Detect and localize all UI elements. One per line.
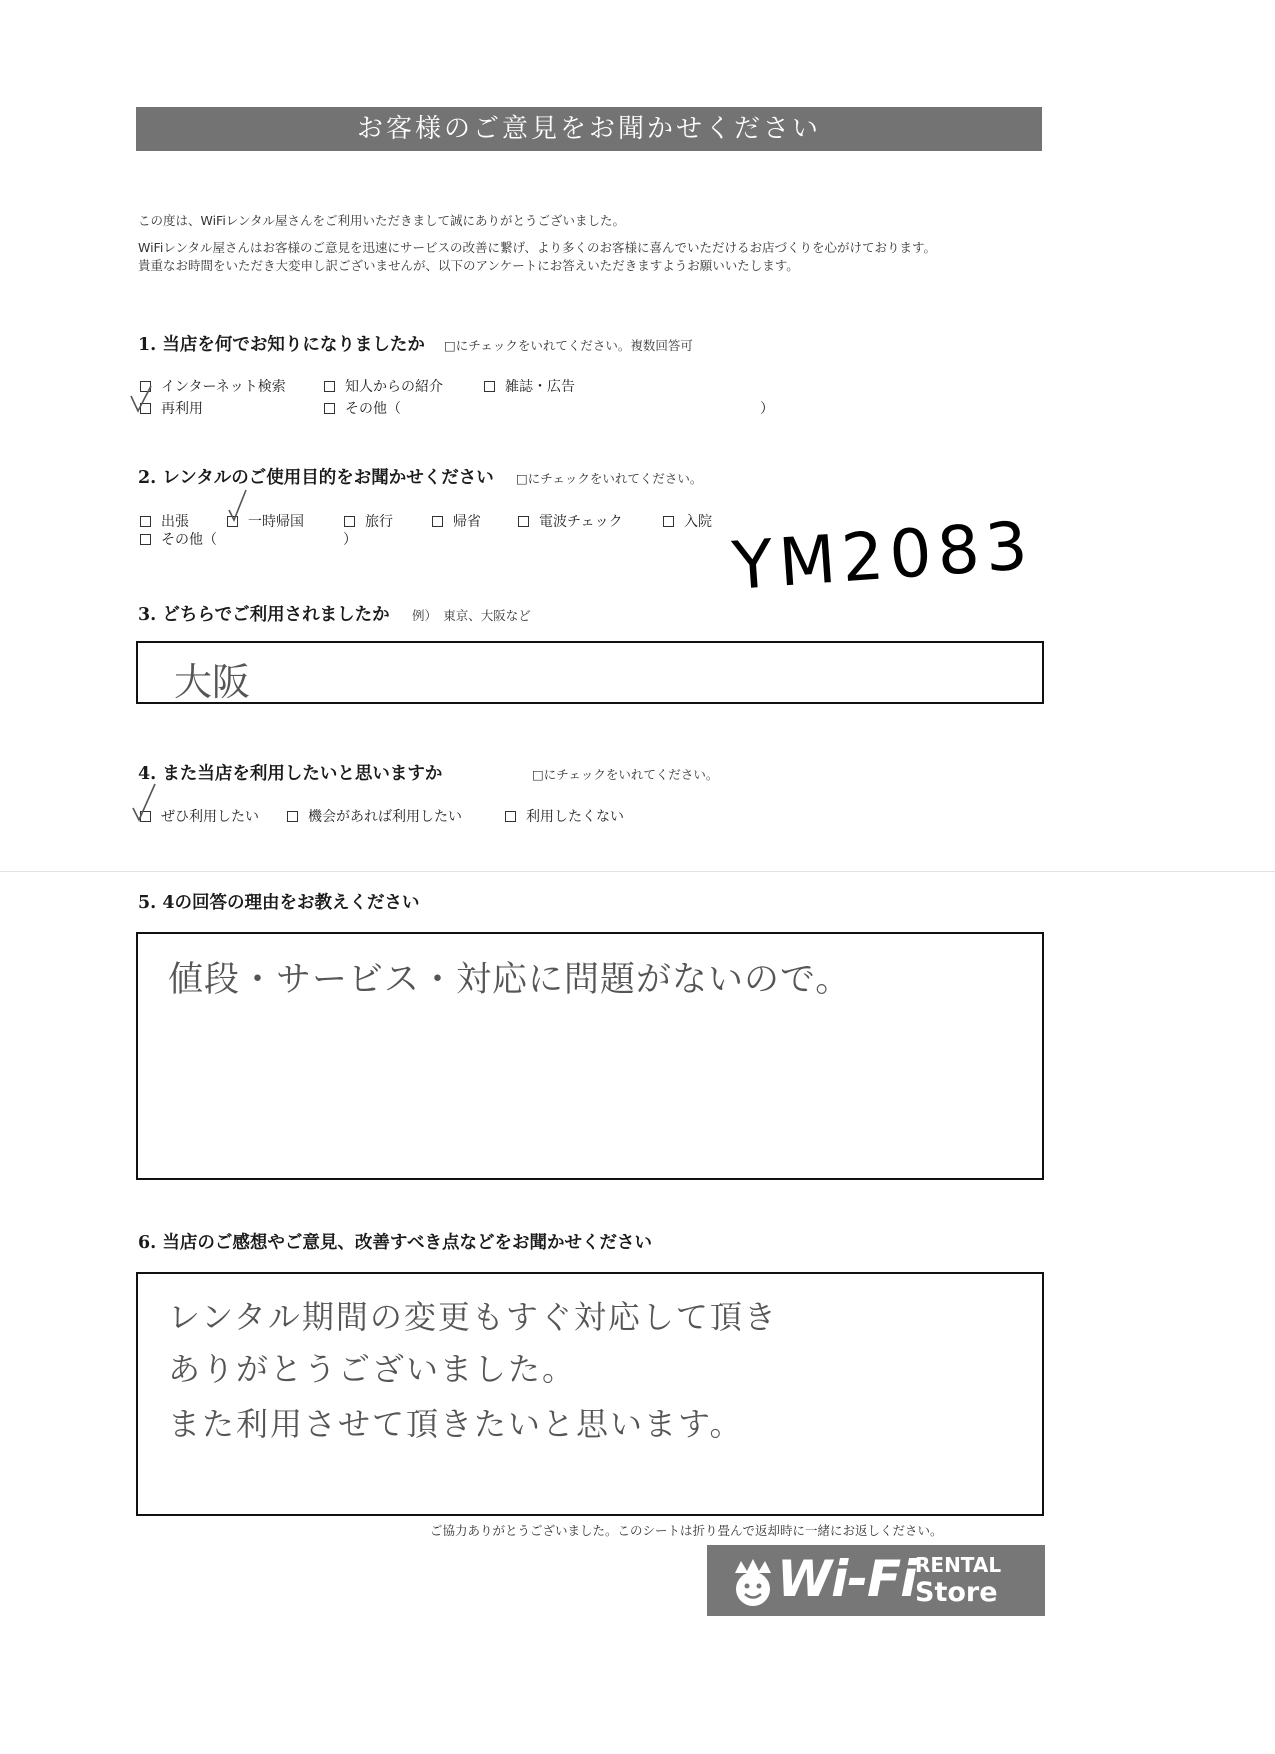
checkbox-icon[interactable] [324,403,335,414]
q1-option-referral[interactable]: 知人からの紹介 [324,376,443,396]
q2-other-close-paren: ） [343,532,357,548]
check-mark-icon [128,384,154,414]
question-3-title: 3. どちらでご利用されましたか [138,605,390,625]
q2-option-signal-check[interactable]: 電波チェック [518,511,623,531]
question-1-note: □にチェックをいれてください。複数回答可 [444,338,693,353]
page-title: お客様のご意見をお聞かせください [136,107,1042,151]
intro-line-1: この度は、WiFiレンタル屋さんをご利用いただきまして誠にありがとうございました。 [138,213,626,228]
question-5-title: 5. 4の回答の理由をお教えください [138,893,420,913]
q2-option-hospital[interactable]: 入院 [663,511,712,531]
q4-option-if-chance[interactable]: 機会があれば利用したい [287,806,462,826]
question-3-note: 例） 東京、大阪など [412,608,531,623]
q2-option-home-return[interactable]: 一時帰国 [227,511,304,531]
question-3-answer-box[interactable] [136,641,1044,704]
checkbox-icon[interactable] [663,516,674,527]
q4-option-no[interactable]: 利用したくない [505,806,624,826]
q1-option-internet[interactable]: インターネット検索 [140,376,286,396]
question-2-note: □にチェックをいれてください。 [516,471,703,486]
question-6-answer-box[interactable] [136,1272,1044,1516]
handwritten-code: YM2083 [730,506,1036,605]
checkbox-icon[interactable] [324,381,335,392]
q2-option-business[interactable]: 出張 [140,511,189,531]
intro-line-2: WiFiレンタル屋さんはお客様のご意見を迅速にサービスの改善に繋げ、より多くのお客様に喜んでいただけるお店づくりを心がけております。 [138,240,937,255]
footer-note: ご協力ありがとうございました。このシートは折り畳んで返却時に一緒にお返しください。 [430,1523,943,1538]
logo-wifi-text: Wi-Fi [777,1550,917,1608]
q2-option-travel[interactable]: 旅行 [344,511,393,531]
checkbox-icon[interactable] [140,516,151,527]
question-3-answer: 大阪 [174,660,251,704]
question-4-note: □にチェックをいれてください。 [532,767,719,782]
mascot-icon [727,1559,779,1609]
checkbox-icon[interactable] [518,516,529,527]
question-2-title: 2. レンタルのご使用目的をお聞かせください [138,468,494,488]
question-5-answer-box[interactable] [136,932,1044,1180]
check-mark-icon [130,782,158,822]
q2-option-hometown[interactable]: 帰省 [432,511,481,531]
question-4-title: 4. また当店を利用したいと思いますか [138,764,443,784]
question-6-answer-line-3: また利用させて頂きたいと思います。 [168,1405,744,1443]
question-6-title: 6. 当店のご感想やご意見、改善すべき点などをお聞かせください [138,1233,653,1253]
question-5-answer: 値段・サービス・対応に問題がないので。 [168,960,852,1000]
fold-line [0,871,1275,872]
question-1-title: 1. 当店を何でお知りになりましたか [138,335,425,355]
checkbox-icon[interactable] [140,534,151,545]
wifi-rental-store-logo [707,1545,1045,1616]
logo-rental-text: RENTAL [915,1553,1002,1577]
q1-other-close-paren: ） [760,401,774,417]
q2-option-other[interactable]: その他（ [140,529,217,549]
logo-store-text: Store [915,1577,998,1608]
intro-line-3: 貴重なお時間をいただき大変申し訳ございませんが、以下のアンケートにお答えいただきますようお願いいたします。 [138,258,799,273]
q1-option-reuse[interactable]: 再利用 [140,398,203,418]
q1-option-magazine[interactable]: 雑誌・広告 [484,376,575,396]
q4-option-definitely[interactable]: ぜひ利用したい [140,806,259,826]
checkbox-icon[interactable] [287,811,298,822]
q1-option-other[interactable]: その他（ [324,398,401,418]
checkbox-icon[interactable] [505,811,516,822]
question-6-answer-line-1: レンタル期間の変更もすぐ対応して頂き [168,1298,778,1336]
checkbox-icon[interactable] [432,516,443,527]
checkbox-icon[interactable] [344,516,355,527]
checkbox-icon[interactable] [484,381,495,392]
question-6-answer-line-2: ありがとうございました。 [168,1350,577,1388]
check-mark-icon [226,488,248,522]
